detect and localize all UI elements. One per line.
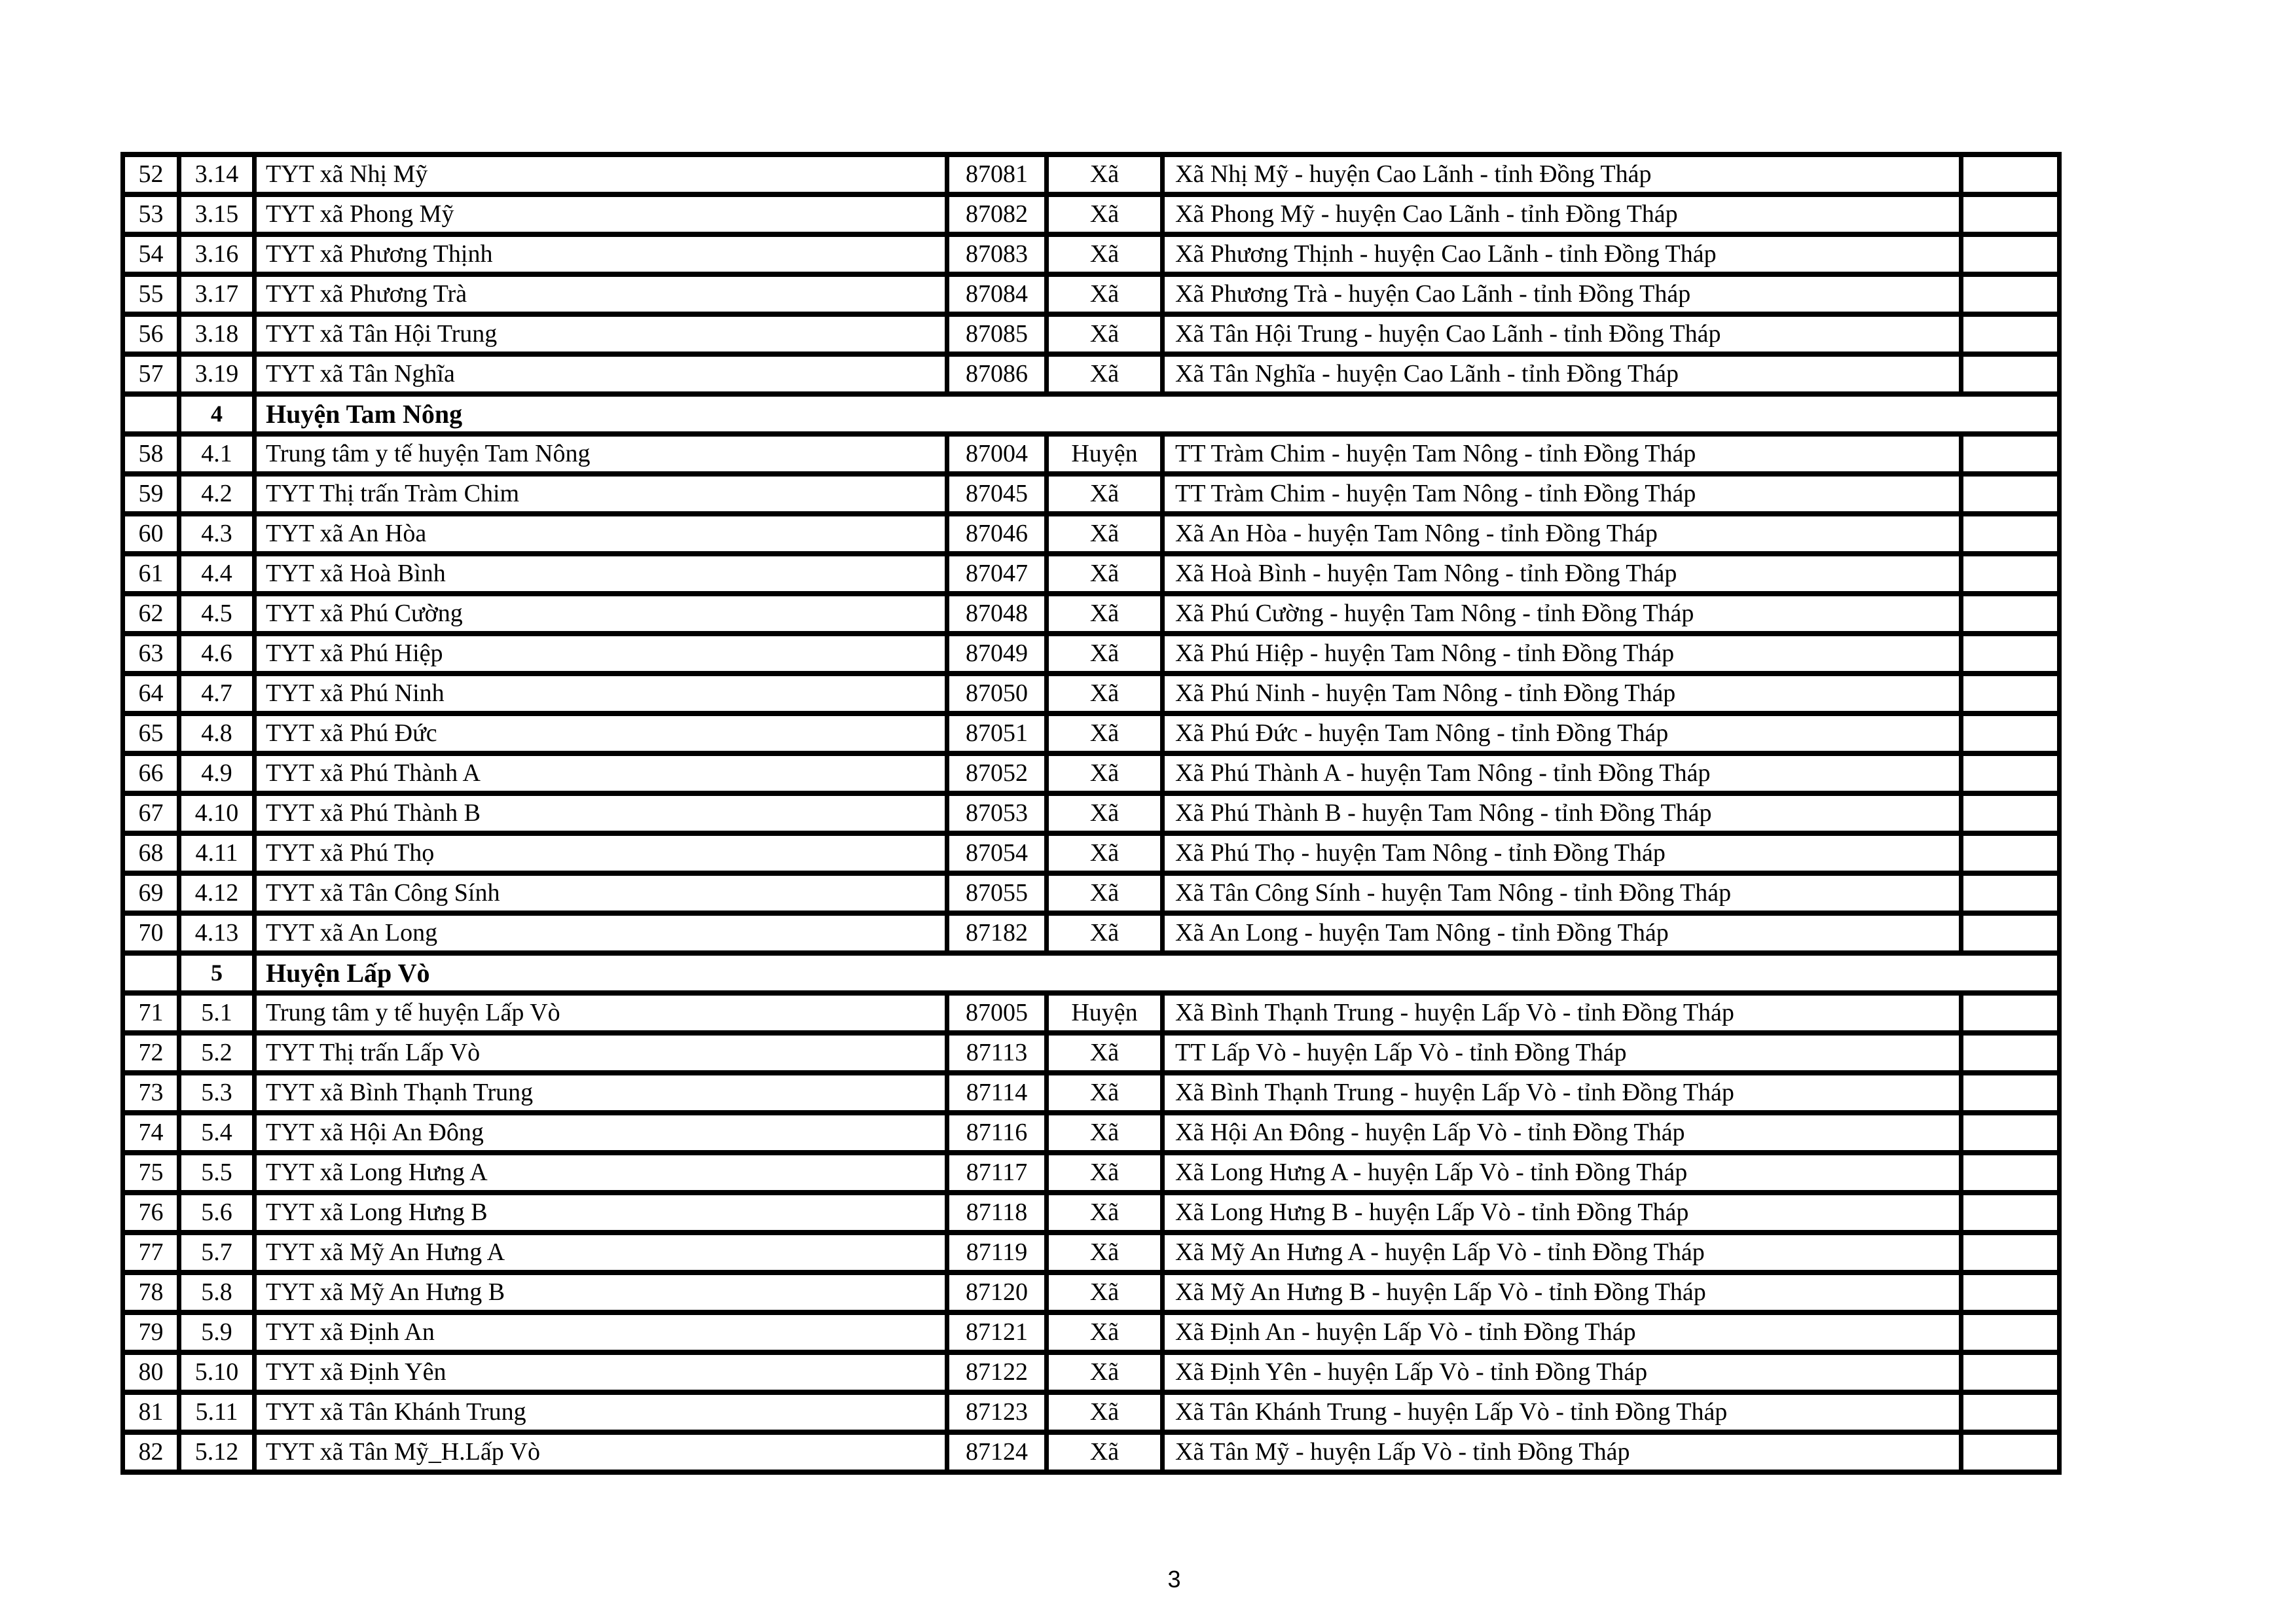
row-number-cell: 53: [123, 194, 179, 234]
address-cell: Xã Phú Thành B - huyện Tam Nông - tỉnh Đồng Tháp: [1163, 793, 1961, 833]
row-number-cell: 74: [123, 1113, 179, 1153]
address-cell: Xã Bình Thạnh Trung - huyện Lấp Vò - tỉnh Đồng Tháp: [1163, 1073, 1961, 1113]
code-cell: 87054: [947, 833, 1047, 873]
table-row: [123, 314, 2060, 354]
row-number-cell: [123, 953, 179, 993]
sub-number-cell: 5.11: [179, 1392, 255, 1432]
code-cell: 87085: [947, 314, 1047, 354]
facility-name-cell: TYT xã Mỹ An Hưng A: [255, 1233, 947, 1272]
address-cell: Xã Mỹ An Hưng B - huyện Lấp Vò - tỉnh Đồng Tháp: [1163, 1272, 1961, 1312]
sub-number-cell: 4.9: [179, 753, 255, 793]
type-cell: Xã: [1047, 1392, 1163, 1432]
section-row: [123, 394, 2060, 434]
table-row: [123, 873, 2060, 913]
facility-name-cell: TYT xã Bình Thạnh Trung: [255, 1073, 947, 1113]
facility-name-cell: TYT xã Phú Thành B: [255, 793, 947, 833]
empty-cell: [1961, 674, 2060, 713]
code-cell: 87118: [947, 1193, 1047, 1233]
section-row: [123, 953, 2060, 993]
row-number-cell: 57: [123, 354, 179, 394]
address-cell: Xã Phú Cường - huyện Tam Nông - tỉnh Đồng Tháp: [1163, 594, 1961, 634]
empty-cell: [1961, 1392, 2060, 1432]
table-row: [123, 634, 2060, 674]
address-cell: Xã Tân Công Sính - huyện Tam Nông - tỉnh Đồng Tháp: [1163, 873, 1961, 913]
empty-cell: [1961, 993, 2060, 1033]
row-number-cell: 72: [123, 1033, 179, 1073]
facility-name-cell: TYT xã Nhị Mỹ: [255, 154, 947, 194]
row-number-cell: 64: [123, 674, 179, 713]
sub-number-cell: 5.2: [179, 1033, 255, 1073]
address-cell: Xã Phú Thọ - huyện Tam Nông - tỉnh Đồng Tháp: [1163, 833, 1961, 873]
row-number-cell: 78: [123, 1272, 179, 1312]
sub-number-cell: 5.5: [179, 1153, 255, 1193]
row-number-cell: 65: [123, 713, 179, 753]
empty-cell: [1961, 1193, 2060, 1233]
table-row: [123, 674, 2060, 713]
table-row: [123, 913, 2060, 953]
facility-name-cell: TYT xã Phú Hiệp: [255, 634, 947, 674]
code-cell: 87119: [947, 1233, 1047, 1272]
sub-number-cell: 4.13: [179, 913, 255, 953]
facility-table: [120, 152, 2062, 1475]
sub-number-cell: 4.2: [179, 474, 255, 514]
sub-number-cell: 5.12: [179, 1432, 255, 1472]
sub-number-cell: 5.8: [179, 1272, 255, 1312]
type-cell: Xã: [1047, 873, 1163, 913]
sub-number-cell: 5.6: [179, 1193, 255, 1233]
type-cell: Xã: [1047, 1233, 1163, 1272]
type-cell: Xã: [1047, 1033, 1163, 1073]
empty-cell: [1961, 1113, 2060, 1153]
table-row: [123, 793, 2060, 833]
sub-number-cell: 4.10: [179, 793, 255, 833]
empty-cell: [1961, 873, 2060, 913]
table-row: [123, 713, 2060, 753]
code-cell: 87005: [947, 993, 1047, 1033]
code-cell: 87124: [947, 1432, 1047, 1472]
type-cell: Xã: [1047, 1272, 1163, 1312]
facility-name-cell: TYT xã Phương Thịnh: [255, 234, 947, 274]
address-cell: Xã Bình Thạnh Trung - huyện Lấp Vò - tỉnh Đồng Tháp: [1163, 993, 1961, 1033]
table-row: [123, 1153, 2060, 1193]
row-number-cell: 69: [123, 873, 179, 913]
sub-number-cell: 5.1: [179, 993, 255, 1033]
facility-name-cell: TYT xã Phong Mỹ: [255, 194, 947, 234]
code-cell: 87084: [947, 274, 1047, 314]
empty-cell: [1961, 634, 2060, 674]
code-cell: 87004: [947, 434, 1047, 474]
table-row: [123, 753, 2060, 793]
sub-number-cell: 3.17: [179, 274, 255, 314]
facility-name-cell: TYT xã Tân Mỹ_H.Lấp Vò: [255, 1432, 947, 1472]
empty-cell: [1961, 1352, 2060, 1392]
facility-name-cell: Trung tâm y tế huyện Lấp Vò: [255, 993, 947, 1033]
code-cell: 87114: [947, 1073, 1047, 1113]
table-row: [123, 1073, 2060, 1113]
address-cell: Xã An Hòa - huyện Tam Nông - tỉnh Đồng Tháp: [1163, 514, 1961, 554]
type-cell: Xã: [1047, 274, 1163, 314]
facility-name-cell: TYT xã Định Yên: [255, 1352, 947, 1392]
type-cell: Xã: [1047, 474, 1163, 514]
empty-cell: [1961, 1033, 2060, 1073]
row-number-cell: 71: [123, 993, 179, 1033]
address-cell: Xã Tân Hội Trung - huyện Cao Lãnh - tỉnh Đồng Tháp: [1163, 314, 1961, 354]
facility-name-cell: TYT Thị trấn Tràm Chim: [255, 474, 947, 514]
sub-number-cell: 4.12: [179, 873, 255, 913]
type-cell: Huyện: [1047, 993, 1163, 1033]
type-cell: Xã: [1047, 674, 1163, 713]
section-number-cell: 4: [179, 394, 255, 434]
code-cell: 87045: [947, 474, 1047, 514]
row-number-cell: 63: [123, 634, 179, 674]
address-cell: Xã Nhị Mỹ - huyện Cao Lãnh - tỉnh Đồng Tháp: [1163, 154, 1961, 194]
type-cell: Xã: [1047, 1432, 1163, 1472]
sub-number-cell: 5.9: [179, 1312, 255, 1352]
table-row: [123, 194, 2060, 234]
table-row: [123, 833, 2060, 873]
facility-name-cell: TYT xã An Hòa: [255, 514, 947, 554]
table-row: [123, 1113, 2060, 1153]
address-cell: Xã Long Hưng A - huyện Lấp Vò - tỉnh Đồng Tháp: [1163, 1153, 1961, 1193]
sub-number-cell: 4.4: [179, 554, 255, 594]
row-number-cell: 68: [123, 833, 179, 873]
facility-name-cell: TYT xã Phương Trà: [255, 274, 947, 314]
empty-cell: [1961, 913, 2060, 953]
empty-cell: [1961, 314, 2060, 354]
table-row: [123, 993, 2060, 1033]
address-cell: Xã Phú Đức - huyện Tam Nông - tỉnh Đồng Tháp: [1163, 713, 1961, 753]
empty-cell: [1961, 833, 2060, 873]
type-cell: Xã: [1047, 753, 1163, 793]
sub-number-cell: 4.6: [179, 634, 255, 674]
type-cell: Xã: [1047, 554, 1163, 594]
code-cell: 87051: [947, 713, 1047, 753]
facility-name-cell: TYT xã Phú Ninh: [255, 674, 947, 713]
empty-cell: [1961, 474, 2060, 514]
facility-table-body: [123, 154, 2060, 1472]
facility-name-cell: TYT xã Long Hưng B: [255, 1193, 947, 1233]
code-cell: 87050: [947, 674, 1047, 713]
facility-name-cell: TYT xã Phú Đức: [255, 713, 947, 753]
empty-cell: [1961, 514, 2060, 554]
type-cell: Xã: [1047, 314, 1163, 354]
type-cell: Xã: [1047, 713, 1163, 753]
table-row: [123, 1233, 2060, 1272]
row-number-cell: 76: [123, 1193, 179, 1233]
row-number-cell: 77: [123, 1233, 179, 1272]
code-cell: 87046: [947, 514, 1047, 554]
empty-cell: [1961, 1233, 2060, 1272]
empty-cell: [1961, 1312, 2060, 1352]
address-cell: Xã Phú Thành A - huyện Tam Nông - tỉnh Đồng Tháp: [1163, 753, 1961, 793]
address-cell: Xã Long Hưng B - huyện Lấp Vò - tỉnh Đồng Tháp: [1163, 1193, 1961, 1233]
sub-number-cell: 3.15: [179, 194, 255, 234]
facility-name-cell: TYT xã Phú Thành A: [255, 753, 947, 793]
facility-name-cell: TYT xã Long Hưng A: [255, 1153, 947, 1193]
row-number-cell: 56: [123, 314, 179, 354]
row-number-cell: 67: [123, 793, 179, 833]
row-number-cell: 80: [123, 1352, 179, 1392]
sub-number-cell: 4.1: [179, 434, 255, 474]
row-number-cell: 61: [123, 554, 179, 594]
table-row: [123, 434, 2060, 474]
table-row: [123, 554, 2060, 594]
table-row: [123, 474, 2060, 514]
address-cell: Xã Phú Hiệp - huyện Tam Nông - tỉnh Đồng Tháp: [1163, 634, 1961, 674]
empty-cell: [1961, 154, 2060, 194]
empty-cell: [1961, 1153, 2060, 1193]
type-cell: Xã: [1047, 1073, 1163, 1113]
sub-number-cell: 3.19: [179, 354, 255, 394]
facility-name-cell: Trung tâm y tế huyện Tam Nông: [255, 434, 947, 474]
row-number-cell: [123, 394, 179, 434]
code-cell: 87052: [947, 753, 1047, 793]
facility-name-cell: TYT xã Hội An Đông: [255, 1113, 947, 1153]
empty-cell: [1961, 354, 2060, 394]
row-number-cell: 59: [123, 474, 179, 514]
row-number-cell: 55: [123, 274, 179, 314]
type-cell: Xã: [1047, 833, 1163, 873]
type-cell: Xã: [1047, 154, 1163, 194]
row-number-cell: 79: [123, 1312, 179, 1352]
empty-cell: [1961, 194, 2060, 234]
address-cell: Xã An Long - huyện Tam Nông - tỉnh Đồng Tháp: [1163, 913, 1961, 953]
sub-number-cell: 4.3: [179, 514, 255, 554]
address-cell: Xã Tân Khánh Trung - huyện Lấp Vò - tỉnh Đồng Tháp: [1163, 1392, 1961, 1432]
table-row: [123, 234, 2060, 274]
code-cell: 87083: [947, 234, 1047, 274]
sub-number-cell: 5.3: [179, 1073, 255, 1113]
facility-name-cell: TYT xã An Long: [255, 913, 947, 953]
row-number-cell: 66: [123, 753, 179, 793]
sub-number-cell: 4.11: [179, 833, 255, 873]
type-cell: Xã: [1047, 234, 1163, 274]
type-cell: Xã: [1047, 514, 1163, 554]
table-row: [123, 1352, 2060, 1392]
row-number-cell: 73: [123, 1073, 179, 1113]
type-cell: Xã: [1047, 594, 1163, 634]
row-number-cell: 81: [123, 1392, 179, 1432]
type-cell: Xã: [1047, 194, 1163, 234]
address-cell: Xã Định An - huyện Lấp Vò - tỉnh Đồng Tháp: [1163, 1312, 1961, 1352]
table-row: [123, 594, 2060, 634]
code-cell: 87048: [947, 594, 1047, 634]
address-cell: Xã Hội An Đông - huyện Lấp Vò - tỉnh Đồng Tháp: [1163, 1113, 1961, 1153]
address-cell: Xã Mỹ An Hưng A - huyện Lấp Vò - tỉnh Đồng Tháp: [1163, 1233, 1961, 1272]
row-number-cell: 54: [123, 234, 179, 274]
code-cell: 87182: [947, 913, 1047, 953]
type-cell: Xã: [1047, 354, 1163, 394]
code-cell: 87116: [947, 1113, 1047, 1153]
code-cell: 87047: [947, 554, 1047, 594]
empty-cell: [1961, 1272, 2060, 1312]
facility-name-cell: TYT Thị trấn Lấp Vò: [255, 1033, 947, 1073]
address-cell: Xã Phương Thịnh - huyện Cao Lãnh - tỉnh Đồng Tháp: [1163, 234, 1961, 274]
row-number-cell: 62: [123, 594, 179, 634]
facility-name-cell: TYT xã Tân Khánh Trung: [255, 1392, 947, 1432]
sub-number-cell: 5.7: [179, 1233, 255, 1272]
row-number-cell: 60: [123, 514, 179, 554]
section-number-cell: 5: [179, 953, 255, 993]
code-cell: 87049: [947, 634, 1047, 674]
section-title-cell: Huyện Lấp Vò: [255, 953, 2060, 993]
address-cell: Xã Phương Trà - huyện Cao Lãnh - tỉnh Đồng Tháp: [1163, 274, 1961, 314]
code-cell: 87086: [947, 354, 1047, 394]
facility-name-cell: TYT xã Phú Thọ: [255, 833, 947, 873]
empty-cell: [1961, 234, 2060, 274]
empty-cell: [1961, 753, 2060, 793]
type-cell: Xã: [1047, 634, 1163, 674]
empty-cell: [1961, 713, 2060, 753]
code-cell: 87113: [947, 1033, 1047, 1073]
facility-name-cell: TYT xã Tân Công Sính: [255, 873, 947, 913]
address-cell: Xã Tân Mỹ - huyện Lấp Vò - tỉnh Đồng Tháp: [1163, 1432, 1961, 1472]
sub-number-cell: 5.10: [179, 1352, 255, 1392]
address-cell: TT Tràm Chim - huyện Tam Nông - tỉnh Đồng Tháp: [1163, 474, 1961, 514]
sub-number-cell: 4.8: [179, 713, 255, 753]
table-row: [123, 1193, 2060, 1233]
code-cell: 87121: [947, 1312, 1047, 1352]
empty-cell: [1961, 1432, 2060, 1472]
address-cell: Xã Phong Mỹ - huyện Cao Lãnh - tỉnh Đồng Tháp: [1163, 194, 1961, 234]
code-cell: 87081: [947, 154, 1047, 194]
empty-cell: [1961, 554, 2060, 594]
table-row: [123, 1272, 2060, 1312]
row-number-cell: 58: [123, 434, 179, 474]
address-cell: TT Tràm Chim - huyện Tam Nông - tỉnh Đồng Tháp: [1163, 434, 1961, 474]
facility-name-cell: TYT xã Định An: [255, 1312, 947, 1352]
table-row: [123, 154, 2060, 194]
address-cell: Xã Phú Ninh - huyện Tam Nông - tỉnh Đồng Tháp: [1163, 674, 1961, 713]
type-cell: Xã: [1047, 1352, 1163, 1392]
code-cell: 87122: [947, 1352, 1047, 1392]
code-cell: 87120: [947, 1272, 1047, 1312]
sub-number-cell: 3.14: [179, 154, 255, 194]
empty-cell: [1961, 1073, 2060, 1113]
empty-cell: [1961, 274, 2060, 314]
facility-name-cell: TYT xã Tân Nghĩa: [255, 354, 947, 394]
code-cell: 87053: [947, 793, 1047, 833]
row-number-cell: 75: [123, 1153, 179, 1193]
type-cell: Xã: [1047, 1193, 1163, 1233]
table-row: [123, 354, 2060, 394]
code-cell: 87055: [947, 873, 1047, 913]
sub-number-cell: 4.7: [179, 674, 255, 713]
address-cell: TT Lấp Vò - huyện Lấp Vò - tỉnh Đồng Tháp: [1163, 1033, 1961, 1073]
section-title-cell: Huyện Tam Nông: [255, 394, 2060, 434]
type-cell: Xã: [1047, 1153, 1163, 1193]
row-number-cell: 52: [123, 154, 179, 194]
table-row: [123, 514, 2060, 554]
type-cell: Xã: [1047, 1312, 1163, 1352]
type-cell: Xã: [1047, 1113, 1163, 1153]
facility-name-cell: TYT xã Hoà Bình: [255, 554, 947, 594]
page-number: 3: [1167, 1566, 1181, 1593]
sub-number-cell: 3.16: [179, 234, 255, 274]
sub-number-cell: 3.18: [179, 314, 255, 354]
code-cell: 87117: [947, 1153, 1047, 1193]
table-row: [123, 1432, 2060, 1472]
table-row: [123, 1392, 2060, 1432]
table-row: [123, 1033, 2060, 1073]
type-cell: Xã: [1047, 793, 1163, 833]
empty-cell: [1961, 594, 2060, 634]
empty-cell: [1961, 793, 2060, 833]
facility-name-cell: TYT xã Phú Cường: [255, 594, 947, 634]
sub-number-cell: 4.5: [179, 594, 255, 634]
type-cell: Huyện: [1047, 434, 1163, 474]
code-cell: 87123: [947, 1392, 1047, 1432]
facility-name-cell: TYT xã Tân Hội Trung: [255, 314, 947, 354]
row-number-cell: 82: [123, 1432, 179, 1472]
address-cell: Xã Tân Nghĩa - huyện Cao Lãnh - tỉnh Đồng Tháp: [1163, 354, 1961, 394]
address-cell: Xã Định Yên - huyện Lấp Vò - tỉnh Đồng Tháp: [1163, 1352, 1961, 1392]
table-row: [123, 1312, 2060, 1352]
row-number-cell: 70: [123, 913, 179, 953]
type-cell: Xã: [1047, 913, 1163, 953]
sub-number-cell: 5.4: [179, 1113, 255, 1153]
code-cell: 87082: [947, 194, 1047, 234]
address-cell: Xã Hoà Bình - huyện Tam Nông - tỉnh Đồng Tháp: [1163, 554, 1961, 594]
empty-cell: [1961, 434, 2060, 474]
table-row: [123, 274, 2060, 314]
facility-name-cell: TYT xã Mỹ An Hưng B: [255, 1272, 947, 1312]
